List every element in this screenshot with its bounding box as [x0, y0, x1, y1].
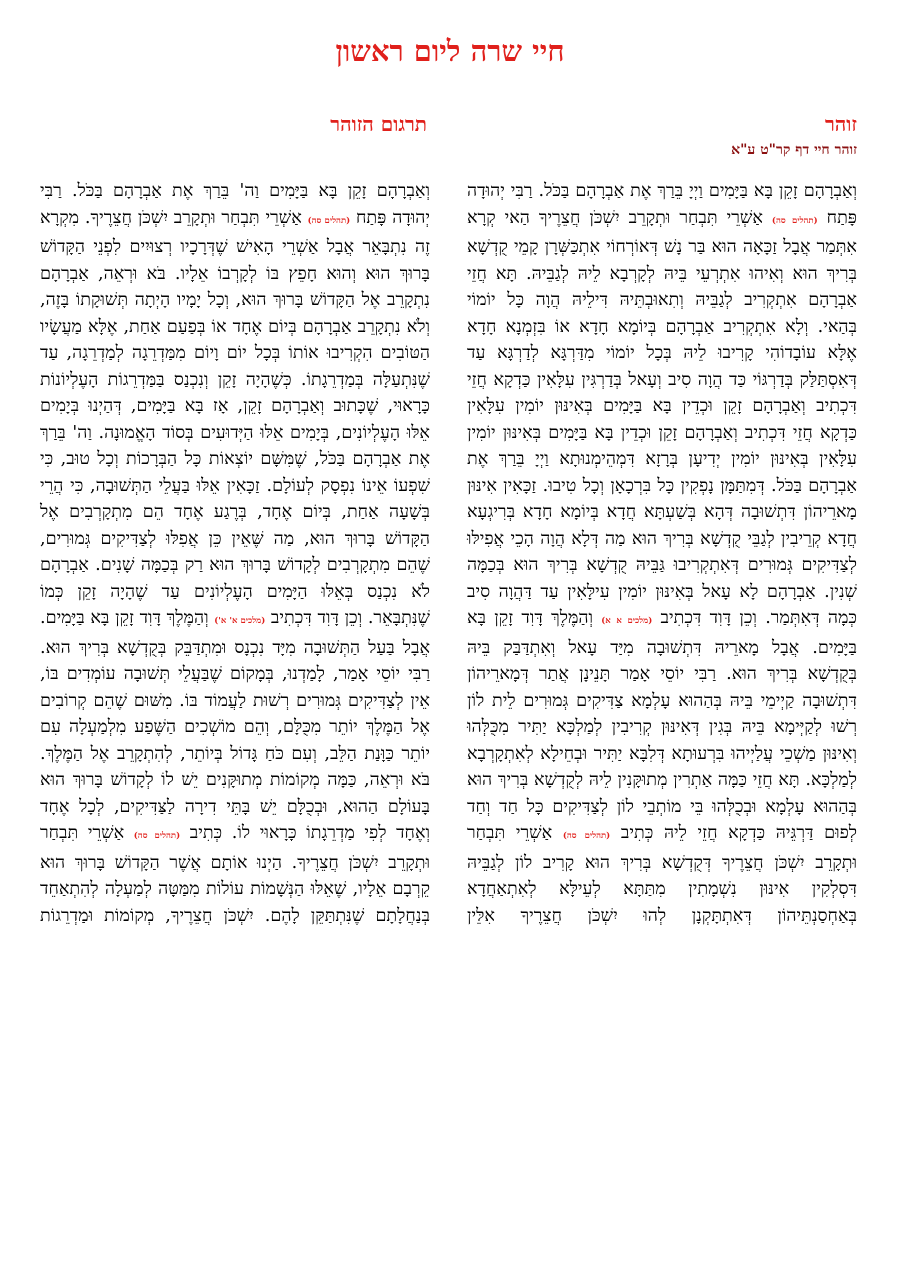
- targum-verse-reference: (תהלים סה): [307, 215, 351, 226]
- targum-text-part: וְאַבְרָהָם זָקֵן בָּא בַּיָּמִים וַה' בֵּרַךְ אֶת אַבְרָהָם בַּכֹּל. רַבִּי יְהוּדָה פָּתַח: [40, 181, 431, 228]
- zohar-text-part: וְהַמֶּלֶךְ דָּוִד זָקֵן בָּא בַּיָּמִים. אֲבָל מָארֵיהּ דִּתְשׁוּבָה מִיַּד עָאל וְאִתְדַּבַּק בֵּיהּ בְּקֻדְשָׁא בְּרִיךְ הוּא. רַבִּי יוֹסֵי אָמַר תָּנֵינָן אֲתַר דְּמָארֵיהוֹן דִּתְשׁוּבָה קַיְימֵי בֵּיהּ בְּהַהוּא עָלְמָא צַדִּיקִים גְּמוּרִים לֵית לוֹן רְשׁוּ לְקַיְּימָא בֵּיהּ בְּגִין דְּאִינּוּן קְרִיבִין לְמַלְכָּא יַתִּיר מִכֻּלְּהוּ וְאִינּוּן מַשְׁכֵי עֲלַיְיהוּ בִּרְעוּתָא דְּלִבָּא יַתִּיר וּבְחֵילָא לְאִתְקָרְבָא לְמַלְכָּא. תָּא חֲזֵי כַּמָּה אַתְרִין מְתוּקָּנִין לֵיהּ לְקֻדְשָׁא בְּרִיךְ הוּא בְּהַהוּא עָלְמָא וּבְכֻלְּהוּ בֵּי מוֹתְבֵי לוֹן לְצַדִּיקִים כָּל חַד וְחַד לְפוּם דַּרְגֵּיהּ כַּדְקָא חֲזֵי לֵיהּ כְּתִיב: [467, 608, 858, 843]
- targum-text-column: [40, 178, 430, 929]
- targum-text-part: אַשְׁרֵי תִּבְחַר וּתְקָרֵב יִשְׁכֹּן חֲצֵרֶיךָ. מִקְרָא זֶה נִתְבָּאֵר אֲבָל אַשְׁרֵי הָאִישׁ שֶׁדְּרָכָיו רְצוּיִים לִפְנֵי הַקָּדוֹשׁ בָּרוּךְ הוּא וְהוּא חָפֵץ בּוֹ לְקָרְבוֹ אֵלָיו. בֹּא וּרְאֵה, אַבְרָהָם נִתְקָרֵב אֶל הַקָּדוֹשׁ בָּרוּךְ הוּא, וְכָל יָמָיו הָיְתָה תְּשׁוּקָתוֹ בָּזֶה, וְלֹא נִתְקָרֵב אַבְרָהָם בְּיוֹם אֶחָד אוֹ בְּפַעַם אַחַת, אֶלָּא מַעֲשָׂיו הַטּוֹבִים הִקְרִיבוּ אוֹתוֹ בְּכָל יוֹם וָיוֹם מִמַּדְרֵגָה לְמַדְרֵגָה, עַד שֶׁנִּתְעַלָּה בְּמַדְרֵגָתוֹ. כְּשֶׁהָיָה זָקֵן וְנִכְנַס בַּמַּדְרֵגוֹת הָעֶלְיוֹנוֹת כָּרָאוּי, שֶׁכָּתוּב וְאַבְרָהָם זָקֵן, אָז בָּא בַּיָּמִים, דְּהַיְנוּ בְּיָמִים אֵלּוּ הָעֶלְיוֹנִים, בְּיָמִים אֵלּוּ הַיְּדוּעִים בְּסוֹד הָאֱמוּנָה. וַה' בֵּרַךְ אֶת אַבְרָהָם בַּכֹּל, שֶׁמִּשָּׁם יוֹצְאוֹת כָּל הַבְּרָכוֹת וְכָל טוּב, כִּי שִׁפְעוֹ אֵינוֹ נִפְסָק לְעוֹלָם. זַכָּאִין אֵלּוּ בַּעֲלֵי הַתְּשׁוּבָה, כִּי הֲרֵי בְּשָׁעָה אַחַת, בְּיוֹם אֶחָד, בְּרֶגַע אֶחָד הֵם מִתְקָרְבִים אֶל הַקָּדוֹשׁ בָּרוּךְ הוּא, מַה שֶּׁאֵין כֵּן אֲפִלּוּ לְצַדִּיקִים גְּמוּרִים, שֶׁהֵם מִתְקָרְבִים לְקָדוֹשׁ בָּרוּךְ הוּא רַק בְּכַמָּה שָׁנִים. אַבְרָהָם לֹא נִכְנַס בְּאֵלּוּ הַיָּמִים הָעֶלְיוֹנִים עַד שֶׁהָיָה זָקֵן כְּמוֹ שֶׁנִּתְבָּאֵר. וְכֵן דָּוִד דִּכְתִיב: [40, 207, 431, 628]
- zohar-text-part: אַשְׁרֵי תִּבְחַר וּתְקָרֵב יִשְׁכֹּן חֲצֵרֶיךָ הַאי קְרָא אִתְּמַר אֲבָל זַכָּאָה הוּא בַּר נָשׁ דְּאוֹרְחוֹי אִתְכַּשְּׁרָן קָמֵי קֻדְשָׁא בְּרִיךְ הוּא וְאִיהוּ אִתְרְעֵי בֵּיהּ לְקָרְבָא לֵיהּ לְגַבֵּיהּ. תָּא חֲזֵי אַבְרָהָם אִתְקְרִיב לְגַבֵּיהּ וְתִאוּבְתֵּיהּ דִּילֵיהּ הֲוָה כָּל יוֹמוֹי בְּהַאי. וְלָא אִתְקְרִיב אַבְרָהָם בְּיוֹמָא חָדָא אוֹ בִּזְמְנָא חָדָא אֶלָּא עוֹבָדוֹהִי קָרִיבוּ לֵיהּ בְּכָל יוֹמוֹי מִדַּרְגָּא לְדַרְגָּא עַד דְּאִסְתַּלַּק בְּדַרְגּוֹי כַּד הֲוָה סִיב וְעָאל בְּדַרְגִּין עִלָּאִין כַּדְקָא חֲזֵי דִּכְתִיב וְאַבְרָהָם זָקֵן וּכְדֵין בָּא בַּיָּמִים בְּאִינּוּן יוֹמִין עִלָּאִין כַּדְקָא חֲזֵי דִּכְתִיב וְאַבְרָהָם זָקֵן וּכְדֵין בָּא בַּיָּמִים בְּאִינּוּן יוֹמִין עִלָּאִין בְּאִינּוּן יוֹמִין יְדִיעָן בְּרָזָא דִּמְהֵימְנוּתָא וַיְיָ בֵּרַךְ אֶת אַבְרָהָם בַּכֹּל. דְּמִתַּמָּן נָפְקִין כָּל בִּרְכָאָן וְכָל טִיבוּ. זַכָּאִין אִינּוּן מָארֵיהוֹן דִּתְשׁוּבָה דְּהָא בְּשַׁעְתָּא חֲדָא בְּיוֹמָא חָדָא בְּרִיגְעָא חֲדָא קְרֵיבִין לְגַבֵּי קֻדְשָׁא בְּרִיךְ הוּא מַה דְּלָא הֲוָה הָכֵי אֲפִילּוּ לְצַדִּיקִים גְּמוּרִים דְּאִתְקְרִיבוּ גַּבֵּיהּ קֻדְשָׁא בְּרִיךְ הוּא בְּכַמָּה שְׁנִין. אַבְרָהָם לָא עָאל בְּאִינּוּן יוֹמִין עִילָּאִין עַד דַּהֲוָה סִיב כְּמָה דְּאִתְּמַר. וְכֵן דָּוִד דִּכְתִיב: [467, 207, 858, 628]
- targum-text-part: אַשְׁרֵי תִּבְחַר וּתְקָרֵב יִשְׁכֹּן חֲצֵרֶיךָ. הַיְנוּ אוֹתָם אֲשֶׁר הַקָּדוֹשׁ בָּרוּךְ הוּא קֵרְבָם אֵלָיו, שֶׁאֵלּוּ הַנְּשָׁמוֹת עוֹלוֹת מִמַּטָּה לְמַעְלָה לְהִתְאַחֵד בְּנַחֲלָתָם שֶׁנִּתְתַּקֵּן לָהֶם. יִשְׁכֹּן חֲצֵרֶיךָ, מְקוֹמוֹת וּמַדְרֵגוֹת: [40, 823, 430, 926]
- targum-column-heading: תרגום הזוהר: [330, 112, 427, 136]
- zohar-text-part: וְאַבְרָהָם זָקֵן בָּא בַּיָּמִים וַיְיָ בֵּרַךְ אֶת אַבְרָהָם בַּכֹּל. רַבִּי יְהוּדָה פָּתַח: [467, 181, 858, 228]
- targum-text-part: וְהַמֶּלֶךְ דָּוִד זָקֵן בָּא בַּיָּמִים. אֲבָל בַּעַל הַתְּשׁוּבָה מִיָּד נִכְנָס וּמִתְדַּבֵּק בְּקֻדְשָׁא בְּרִיךְ הוּא. רַבִּי יוֹסֵי אָמַר, לָמַדְנוּ, בְּמָקוֹם שֶׁבַּעֲלֵי תְּשׁוּבָה עוֹמְדִים בּוֹ, אֵין לְצַדִּיקִים גְּמוּרִים רְשׁוּת לַעֲמוֹד בּוֹ. מִשּׁוּם שֶׁהֵם קְרוֹבִים אֶל הַמֶּלֶךְ יוֹתֵר מִכֻּלָּם, וְהֵם מוֹשְׁכִים הַשֶּׁפַע מִלְמַעְלָה עִם יוֹתֵר כַּוָּנַת הַלֵּב, וְעִם כֹּחַ גָּדוֹל בְּיוֹתֵר, לְהִתְקָרֵב אֶל הַמֶּלֶךְ. בֹּא וּרְאֵה, כַּמָּה מְקוֹמוֹת מְתוּקָּנִים יֵשׁ לוֹ לְקָדוֹשׁ בָּרוּךְ הוּא בָּעוֹלָם הַהוּא, וּבְכֻלָּם יֵשׁ בָּתֵּי דִירָה לַצַּדִּיקִים, לְכָל אֶחָד וְאֶחָד לְפִי מַדְרֵגָתוֹ כָּרָאוּי לוֹ. כְּתִיב: [40, 608, 431, 843]
- page-title: חיי שרה ליום ראשון: [335, 34, 565, 68]
- zohar-verse-reference: (תהלים סה): [771, 215, 818, 226]
- zohar-verse-reference: (תהלים סה): [562, 831, 611, 841]
- zohar-text-column: [467, 178, 857, 929]
- targum-verse-reference: (תהלים סה): [133, 831, 181, 841]
- zohar-verse-reference: (מלכים א א): [601, 616, 653, 626]
- zohar-text-part: אַשְׁרֵי תִּבְחַר וּתְקָרֵב יִשְׁכֹּן חֲצֵרֶיךָ דְּקֻדְשָׁא בְּרִיךְ הוּא קָרִיב לוֹן לְגַבֵּיהּ דִּסְלְקִין אִינּוּן נִשְׁמָתִין מִתַּתָּא לְעֵילָּא לְאִתְאַחֲדָא בְּאַחְסַנְתֵּיהוֹן דְּאִתְתָּקְנָן לְהוּ יִשְׁכֹּן חֲצֵרֶיךָ אִלֵּין: [467, 823, 857, 926]
- targum-verse-reference: (מלכים א' א'): [214, 616, 266, 626]
- zohar-column-heading: זוהר: [824, 112, 857, 136]
- source-reference: זוהר חיי דף קר"ט ע"א: [731, 142, 857, 158]
